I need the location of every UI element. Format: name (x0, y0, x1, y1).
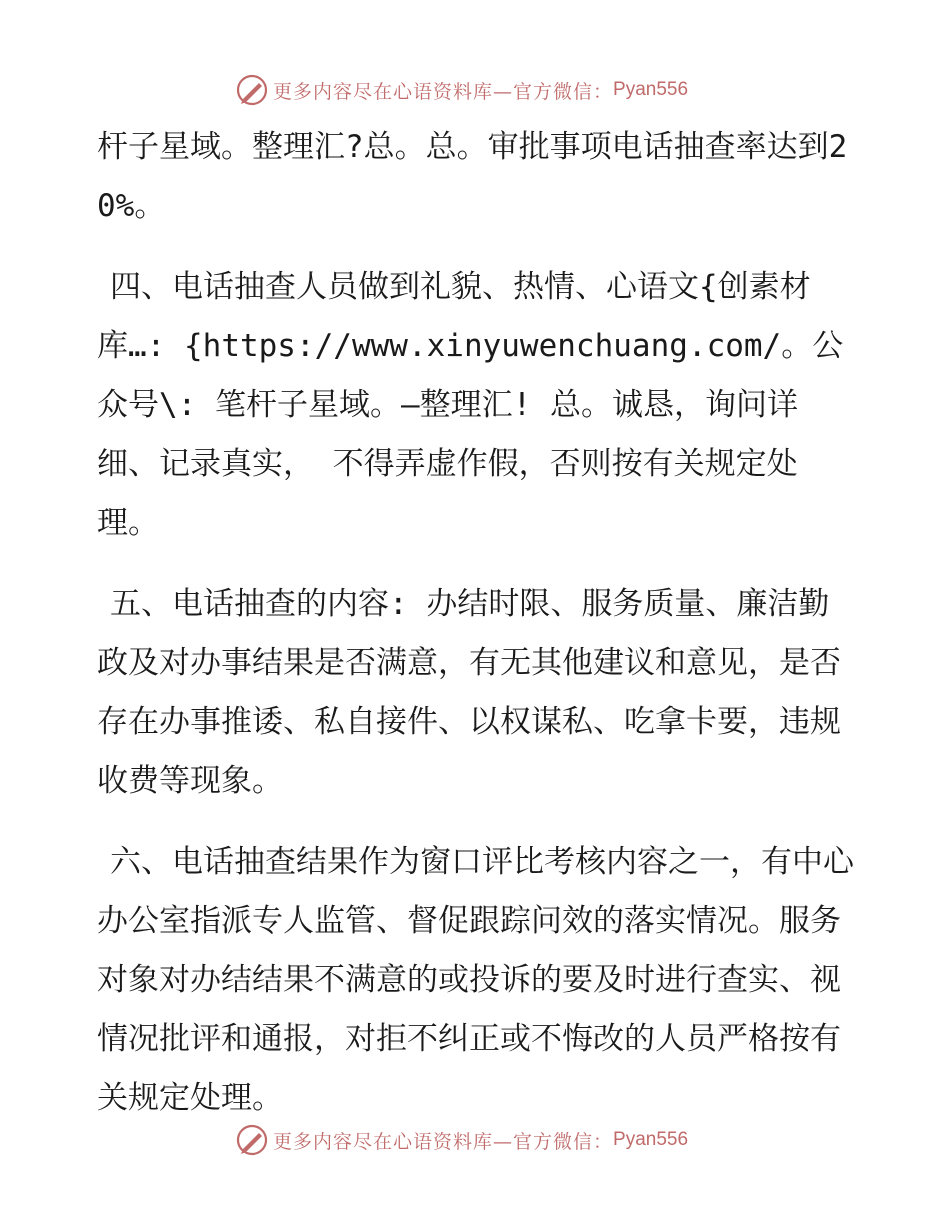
watermark-text: 更多内容尽在心语资料库—官方微信： (273, 1130, 614, 1153)
document-body (97, 118, 857, 1150)
pen-logo-icon (235, 73, 269, 107)
pen-logo-icon (235, 1123, 269, 1157)
header-watermark (235, 72, 688, 108)
footer-watermark (235, 1122, 688, 1158)
paragraph-item-6: 六、电话抽查结果作为窗口评比考核内容之一，有中心办公室指派专人监管、督促跟踪问效的落实情况。服务对象对办结结果不满意的或投诉的要及时进行查实、视情况批评和通报，对拒不纠正或不悔改的人员严格按有关规定处理。 (97, 844, 854, 1116)
paragraph-item-4: 四、电话抽查人员做到礼貌、热情、心语文{创素材库…: {https://www.xinyuwenchuang.com/。公众号\: 笔杆子星域。—整理汇! 总。诚恳，询问详细、记录真实， 不得弄虚作假，否则按有关规定处理。 (97, 269, 844, 541)
watermark-text: 更多内容尽在心语资料库—官方微信： (273, 80, 614, 103)
watermark-account: Pyan556 (613, 1129, 689, 1150)
watermark-account: Pyan556 (613, 79, 689, 100)
paragraph-continued: 杆子星域。整理汇?总。总。审批事项电话抽查率达到20%。 (97, 129, 848, 224)
paragraph-item-5: 五、电话抽查的内容: 办结时限、服务质量、廉洁勤政及对办事结果是否满意，有无其他建议和意见，是否存在办事推诿、私自接件、以权谋私、吃拿卡要，违规收费等现象。 (97, 586, 841, 799)
